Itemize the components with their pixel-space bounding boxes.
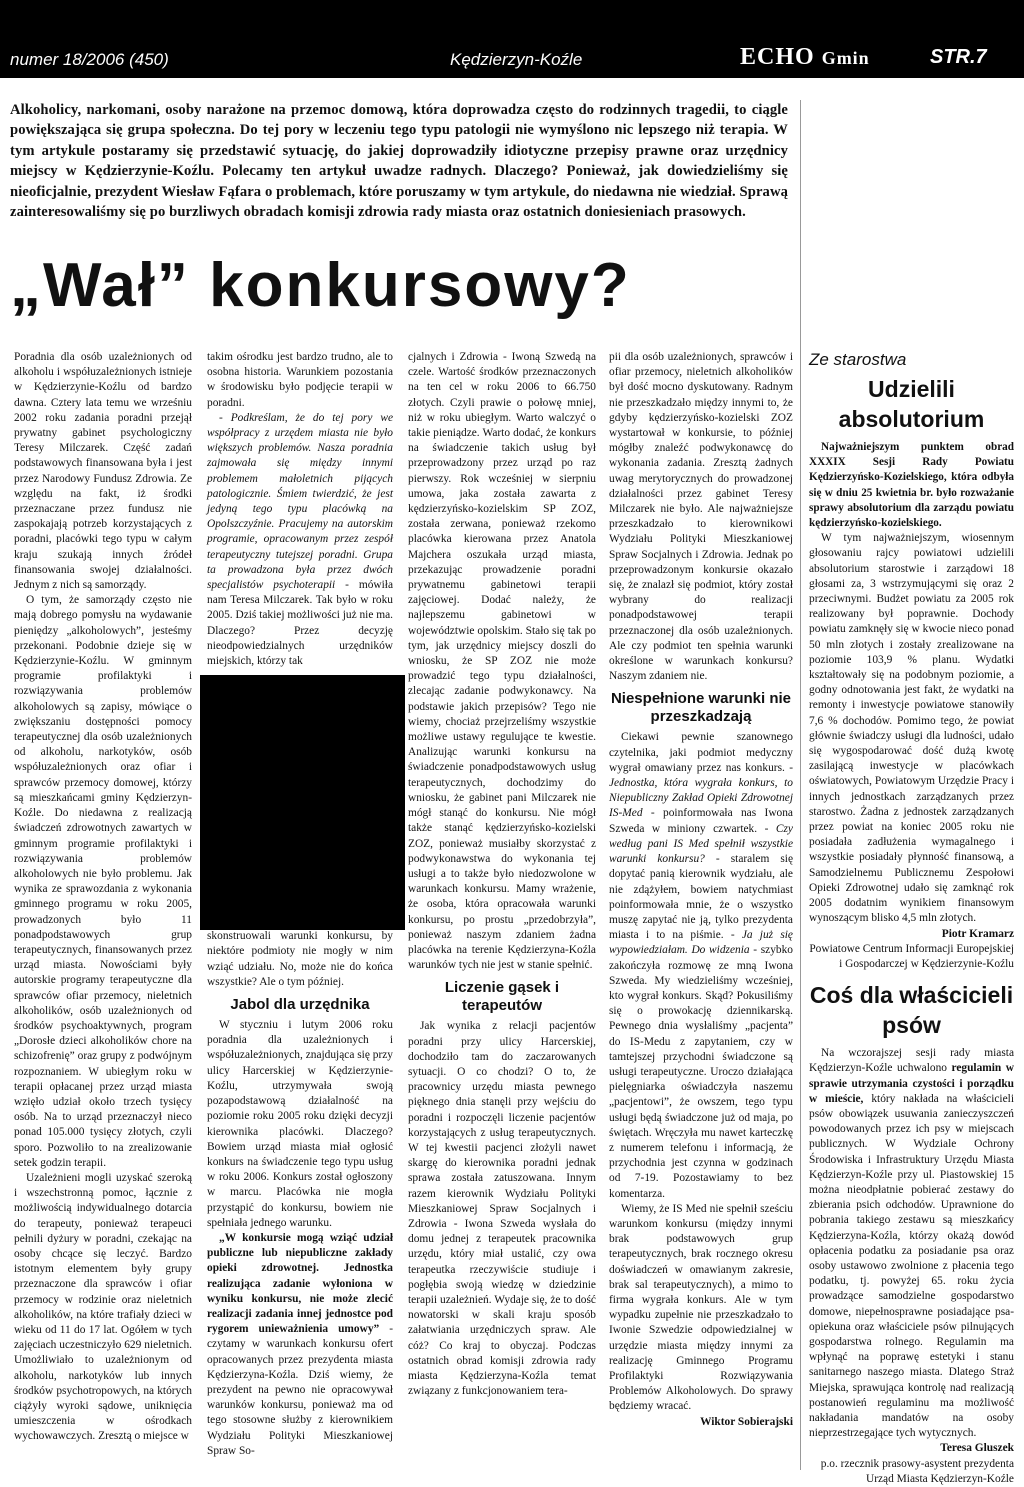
paragraph: Wiemy, że IS Med nie spełnił sześciu warunkom konkursu (między innymi brak podstawowych grup terapeutycznych, brak rocznego okresu doświadczeń w omawianym zakresie, brak sal terapeutycznych), a mimo to firma wygrała konkurs. Ale w tym wypadku zupełnie nie przeszkadzało to Iwonie Szwedzie odpowiedzialnej w urzędzie miasta między innymi za realizację Gminnego Programu Profilaktyki Rozwiązywania Problemów Alkoholowych. Do sprawy będziemy wracać.: [609, 1202, 793, 1413]
paragraph: skonstruowali warunki konkursu, by niektóre podmioty nie mogły w nim wziąć udziału. No, może nie do końca wszystkie? Ale o tym później.: [207, 930, 393, 988]
quote: - Czy według pani IS Med spełnił wszystkie warunki konkursu?: [609, 822, 793, 866]
paragraph: W tym najważniejszym, wiosennym głosowaniu rajcy powiatowi udzielili absolutorium starostwie i zarządowi 18 głosami za, 3 wstrzymującymi się oraz 2 przeciwnymi. Budżet powiatu za 2005 rok realizowany był poprawnie. Dochody powiatu zamknęły się w kwocie nieco ponad 50 mln złotych i zostały zrealizowane na poziomie 103,9 % planu. Wydatki kształtowały się na podobnym poziomie, a godny odnotowania jest fakt, że wydatki na remonty i inwestycje powiatowe stanowiły 7,6 % dochodów. Pomimo tego, że powiat głównie świadczy usługi dla ludności, udało się wygospodarować dość dużą kwotę zasilającą inwestycje w placówkach oświatowych, Powiatowym Urzędzie Pracy i innych jednostkach zarządzanych przez starostwo. Żadna z jednostek zarządzanych przez powiat na koniec 2005 roku nie posiadała zadłużenia wymagalnego i wszystkie posiadały płynność finansową, a Samodzielnemu Publicznemu Zespołowi Opieki Zdrowotnej udało się zamknąć rok 2005 dodatnim wynikiem finansowym wynoszącym blisko 4,5 mln złotych.: [809, 532, 1014, 925]
column-divider: [800, 100, 801, 1470]
sidebar-label: Ze starostwa: [809, 350, 907, 369]
paragraph: - mówiła nam Teresa Milczarek. Tak było w roku 2005. Dziś takiej możliwości już nie ma. Dlaczego? Przez decyzję nieodpowiedzialnych urzędników miejskich, którzy tak: [207, 579, 394, 668]
sidebar-title: Udzielili absolutorium: [838, 376, 985, 432]
paragraph: cjalnych i Zdrowia - Iwoną Szwedą na czele. Wartość środków przeznaczonych na ten cel w roku 2006 to 66.750 złotych. Czyli prawie o połowę mniej, niż w roku ubiegłym. Warto walczyć o takie pieniądze. Warto dodać, że konkurs na świadczenie takich usług był przeprowadzony przez urząd po raz pierwszy. Rok wcześniej w sierpniu umowa, jaka została zawarta z kędzierzyńsko-kozielskim SP ZOZ, została zerwana, ponieważ rzekomo placówka kierowana przez Anatola Majchera oszukała urząd miasta, przekazując prowadzenie poradni prywatnemu gabinetowi terapii zajęciowej. Dodać należy, że najlepszemu gabinetowi w województwie opolskim. Stało się tak po tym, jak urzędnicy miejscy doszli do wniosku, że SP ZOZ nie może prowadzić tego typu działalności, zlecając zadanie podwykonawcy. Na podstawie jakich przepisów? Tego nie wiemy, chociaż przejrzeliśmy wszystkie możliwe ustawy regulujące te kwestie. Analizując warunki konkursu na świadczenie ponadpodstawowych usług terapeutycznych, dochodzimy do wniosku, że gabinet pani Milczarek nie mógł stanąć do konkursu. Nie mógł także stanąć kędzierzyńsko-kozielski ZOZ, ponieważ musiałby skorzystać z podwykonawstwa do wykonania tej usługi a to także było niedozwolone w warunkach konkursu. Mamy wrażenie, że osoba, która opracowała warunki konkursu, po prostu „przedobrzyła”, ponieważ naszym zdaniem żadna placówka na terenie Kędzierzyna-Koźla warunków tych nie jest w stanie spełnić.: [408, 351, 596, 972]
paragraph: - szybko zakończyła rozmowę ze mną Iwona Szweda. My wiedzieliśmy wcześniej, kto wygrał konkurs. Skąd? Pokusiliśmy się o prowokację dziennikarską. Pewnego dnia wysłaliśmy „pacjenta” do IS-Medu z zapytaniem, czy w tamtejszej przychodni świadczone są usługi terapeutyczne. Uroczo działająca pielęgniarka oświadczyła naszemu „pacjentowi”, że owszem, tego typu usługi będą świadczone już od maja, po świętach. Wręczyła mu nawet karteczkę z numerem telefonu i informacją, że przychodnia jest czynna w godzinach od 7-19. Pozostawiamy to bez komentarza.: [609, 944, 793, 1200]
quote-bold: „W konkursie mogą wziąć udział publiczne lub niepubliczne zakłady opieki zdrowotnej. Jednostka realizująca zadanie wyłoniona w wyniku konkursu, nie może zlecić realizacji zadania innej jednostce pod rygorem unieważnienia umowy”: [207, 1231, 393, 1336]
article-column-4: [609, 350, 793, 1430]
quote: - Podkreślam, że do tej pory we współpracy z urzędem miasta nie było większych problemów. Nasza poradnia zajmowała się między innymi problemem małoletnich pijących patologicznie. Śmiem twierdzić, że jest jedyną tego typu placówką na Opolszczyźnie. Pracujemy na autorskim programie, opracowanym przez zespół terapeutyczny tutejszej poradni. Grupa ta prowadzona była przez dwóch specjalistów psychoterapii: [207, 411, 393, 592]
article-column-1: [14, 350, 192, 1445]
quote: - Jednostka, która wygrała konkurs, to Niepubliczny Zakład Opieki Zdrowotnej IS-Med: [609, 761, 794, 820]
paragraph: - poinformowała nas Iwona Szweda w miniony czwartek.: [609, 807, 793, 835]
sidebar-title-2: Coś dla właścicieli psów: [809, 982, 1014, 1039]
emphasis: regulamin w sprawie utrzymania czystości i porządku w mieście,: [809, 1062, 1014, 1105]
article-lead: Alkoholicy, narkomani, osoby narażone na przemoc domową, która doprowadza często do rodzinnych tragedii, to ciągle powiększająca się grupa społeczna. Do tej pory w leczeniu tego typu patologii nie wymyślono nic lepszego niż terapia. W tym artykule postaramy się przedstawić sytuację, do jakiej doprowadziły idiotyczne przepisy prawne oraz urzędnicy miejscy w Kędzierzynie-Koźlu. Polecamy ten artykuł uwadze radnych. Dlaczego? Ponieważ, jak dowiedzieliśmy się nieoficjalnie, prezydent Wiesław Fąfara o problemach, które poruszamy w tym artykule, do niedawna nie wiedział. Sprawą zainteresowaliśmy się po burzliwych obradach komisji zdrowia rady miasta oraz ostatnich doniesieniach prasowych.: [10, 102, 788, 221]
newspaper-logo: ECHO Gmin: [740, 44, 870, 70]
sidebar-signature-name: Piotr Kramarz: [941, 927, 1014, 940]
subheading-warunki: Niespełnione warunki nie przeszkadzają: [610, 690, 792, 726]
author-signature: Wiktor Sobierajski: [700, 1415, 793, 1428]
paragraph: - staralem się dopytać panią kierownik wydziału, ale nie zdążyłem, bowiem natychmiast poinformowała mnie, że o wszystko muszę zapytać nie ją, tylko prezydenta miasta i to na piśmie.: [609, 853, 793, 942]
page-number: STR.7: [930, 46, 987, 68]
paragraph: - czytamy w warunkach konkursu ofert opracowanych przez prezydenta miasta Kędzierzyna-Koźla. Dziś wiemy, że prezydent na pewno nie opracowywał warunków konkursu, ponieważ ma od tego stosowne służby z kierownikiem Wydziału Polityki Mieszkaniowej Spraw So-: [207, 1323, 393, 1457]
quote: - Ja już się wypowiedziałam. Do widzenia: [609, 929, 793, 957]
header-city: Kędzierzyn-Koźle: [450, 50, 583, 69]
sidebar-column: [809, 350, 1014, 1487]
paragraph: W styczniu i lutym 2006 roku poradnia dla uzależnionych i współuzależnionych, znajdująca się przy ulicy Harcerskiej w Kędzierzynie-Koźlu, utrzymywała swoją pozapodstawową działalność na poziomie roku 2005 roku dzięki decyzji kierownika placówki. Dlaczego? Bowiem urząd miasta miał ogłosić konkurs na świadczenie tego typu usług w roku 2006. Konkurs został ogłoszony w marcu. Placówka nie mogła przystąpić do konkursu, bowiem nie spełniała jednego warunku.: [207, 1019, 393, 1229]
article-column-3: [408, 350, 596, 1399]
paragraph: Poradnia dla osób uzależnionych od alkoholu i współuzależnionych istnieje w Kędzierzynie-Koźlu od bardzo dawna. Cztery lata temu we wrześniu 2002 roku zadania poradni przejął prywatny gabinet psychologiczny Teresy Milczarek. Część zadań podstawowych finansowana była i jest przez Narodowy Fundusz Zdrowia. Ze względu na fakt, iż środki przeznaczane przez fundusz nie zaspokajają potrzeb korzystających z poradni, placówki tego typu w całym kraju szukają innych źródeł finansowania swojej działalności. Jednym z nich są samorządy.: [14, 351, 192, 592]
sidebar-signature-office: Powiatowe Centrum Informacji Europejskiej i Gospodarczej w Kędzierzynie-Koźlu: [809, 942, 1014, 970]
sidebar-signature-name-2: Teresa Gluszek: [940, 1442, 1014, 1455]
paragraph: Uzależnieni mogli uzyskać szeroką i wszechstronną pomoc, łącznie z możliwością indywidualnego dotarcia do terapeuty, ponieważ terapeuci pełnili dyżury w poradni, czekając na osoby chcące się leczyć. Bardzo istotnym elementem były grupy przeznaczone dla sprawców i ofiar przemocy w rodzinie oraz nieletnich alkoholików, na które trafiały dzieci w wieku od 11 do 17 lat. Ogółem w tych zajęciach uczestniczyło 629 nieletnich. Umożliwiało to uzależnionym od alkoholu, narkotyków lub innych środków psychotropowych, na których ciążyły wyroki sądowe, uniknięcia umieszczenia w ośrodkach wychowawczych. Zresztą o miejsce w: [14, 1171, 192, 1443]
paragraph: Jak wynika z relacji pacjentów poradni przy ulicy Harcerskiej, dochodziło tam do zaczarowanych sytuacji. O co chodzi? O to, że pracownicy urzędu miasta pewnego pięknego dnia stanęli przy wejściu do poradni i rozpoczęli liczenie pacjentów korzystających z usług terapeutycznych. W tej kwestii pacjenci złożyli nawet skargę do kierownika poradni jednak sprawa została zatuszowana. Innym razem kierownik Wydziału Polityki Mieszkaniowej Spraw Socjalnych i Zdrowia - Iwona Szweda wysłała do domu jednej z terapeutek pracownika urzędu, który miał ustalić, czy owa terapeutka rzeczywiście studiuje i pogłębia swoją wiedzę w dziedzinie terapii uzależnień. Wydaje się, że to dość nowatorski w skali kraju sposób załatwiania urzędniczych spraw. Ale cóż? Co kraj to obyczaj. Podczas ostatnich obrad komisji zdrowia rady miasta Kędzierzyna-Koźla temat związany z funkcjonowaniem tera-: [408, 1020, 596, 1398]
paragraph: który nakłada na właścicieli psów obowiązek usuwania zanieczyszczeń powodowanych przez ich psy w miejscach publicznych. W Wydziale Ochrony Środowiska i Infrastruktury Urzędu Miasta Kędzierzyn-Koźle przy ul. Piastowskiej 15 można nieodpłatnie pobierać zestawy do zbierania psich odchodów. Uprawnione do pobrania takiego zestawu są mieszkańcy Kędzierzyna-Koźla, którzy okażą dowód opłacenia podatku za posiadanie psa oraz osoby ustawowo zwolnione z płacenia tego podatku, tj. powyżej 65. roku życia prowadzące samodzielne gospodarstwo domowe, niepełnosprawne posiadające psa-opiekuna oraz właściciele psów pilnujących gospodarstwa rolnego. Regulamin ma wpłynąć na poprawę estetyki i stanu sanitarnego naszego miasta. Dlatego Straż Miejska, sprawująca kontrolę nad realizacją postanowień regulaminu ma możliwość nakładania mandatów na osoby nieprzestrzegające tych wytycznych.: [809, 1092, 1014, 1440]
paragraph: Na wczorajszej sesji rady miasta Kędzierzyn-Koźle uchwalono: [809, 1047, 1014, 1075]
paragraph: O tym, że samorządy często nie mają dobrego pomysłu na wydawanie pieniędzy „alkoholowych”, jesteśmy przekonani. Podobnie dzieje się w Kędzierzynie-Koźlu. W gminnym programie profilaktyki i rozwiązywania problemów alkoholowych są zapisy, mówiące o zwiększaniu dostępności pomocy terapeutycznej dla osób uzależnionych od alkoholu, narkotyków, osób współuzależnionych oraz ofiar i sprawców przemocy domowej, którzy są mieszkańcami gminy Kędzierzyn-Koźle. Do niedawna z realizacją świadczeń zdrowotnych zawartych w gminnym programie profilaktyki i rozwiązywania problemów alkoholowych nie było problemu. Jak wynika ze sprawozdania z wykonania gminnego programu w roku 2005, prowadzonych było 11 ponadpodstawowych grup terapeutycznych, finansowanych przez urząd miasta. Nowościami były autorskie programy terapeutyczne dla sprawców ofiar przemocy, nieletnich alkoholików, osób uzależnionych od środków psychoaktywnych, program „Dorosłe dzieci alkoholików chore na schizofrenię” oraz grupy z podwójnym rozpoznaniem. W ubiegłym roku w terapii opłacanej przez urząd miasta wzięło udział około trzech tysięcy osób. Na to urząd przeznaczył nieco ponad 105.000 tysięcy złotych, czyli sporo. Pozwoliło to na zrealizowanie setek godzin terapii.: [14, 594, 192, 1169]
subheading-gaski: Liczenie gąsek i terapeutów: [444, 979, 560, 1015]
sidebar-lead: Najważniejszym punktem obrad XXXIX Sesji Rady Powiatu Kędzierzyńsko-Kozielskiego, która odbyła się w dniu 25 kwietnia br. było rozważanie sprawy absolutorium dla zarządu powiatu kędzierzyńsko-kozielskiego.: [809, 441, 1014, 530]
page-header: [0, 0, 1024, 78]
paragraph: Ciekawi pewnie szanownego czytelnika, jaki podmiot medyczny wygrał omawiany przez nas konkurs.: [609, 731, 793, 774]
paragraph: takim ośrodku jest bardzo trudno, ale to osobna historia. Warunkiem pozostania w środowisku było podjęcie terapii w poradni.: [207, 351, 393, 409]
paragraph: pii dla osób uzależnionych, sprawców i ofiar przemocy, nieletnich alkoholików był dość mocno dyskutowany. Radnym nie przeszkadzało między innymi to, że gdyby kędzierzyńsko-kozielski ZOZ wystartował w konkursie, to później mógłby znaleźć podwykonawcę do wykonania zadania. Zresztą żadnych uwag merytorycznych do prowadzonej działalności przez gabinet Teresy Milczarek nie było. Ale najważniejsze przeszkadzało to kierownikowi Wydziału Polityki Mieszkaniowej Spraw Socjalnych i Zdrowia. Jednak po przeprowadzonym konkursie okazało się, że znalazł się podmiot, który został wybrany do realizacji ponadpodstawowej terapii przeznaczonej dla osób uzależnionych. Ale czy podmiot ten spełnia warunki określone w warunkach konkursu? Naszym zdaniem nie.: [609, 351, 793, 683]
sidebar-signature-office-2: p.o. rzecznik prasowy-asystent prezydenta Urząd Miasta Kędzierzyn-Koźle: [820, 1457, 1014, 1485]
photo-placeholder: [200, 675, 405, 930]
article-headline: „Wał” konkursowy?: [10, 251, 631, 320]
subheading-jabol: Jabol dla urzędnika: [230, 996, 370, 1014]
issue-number: numer 18/2006 (450): [10, 50, 169, 69]
